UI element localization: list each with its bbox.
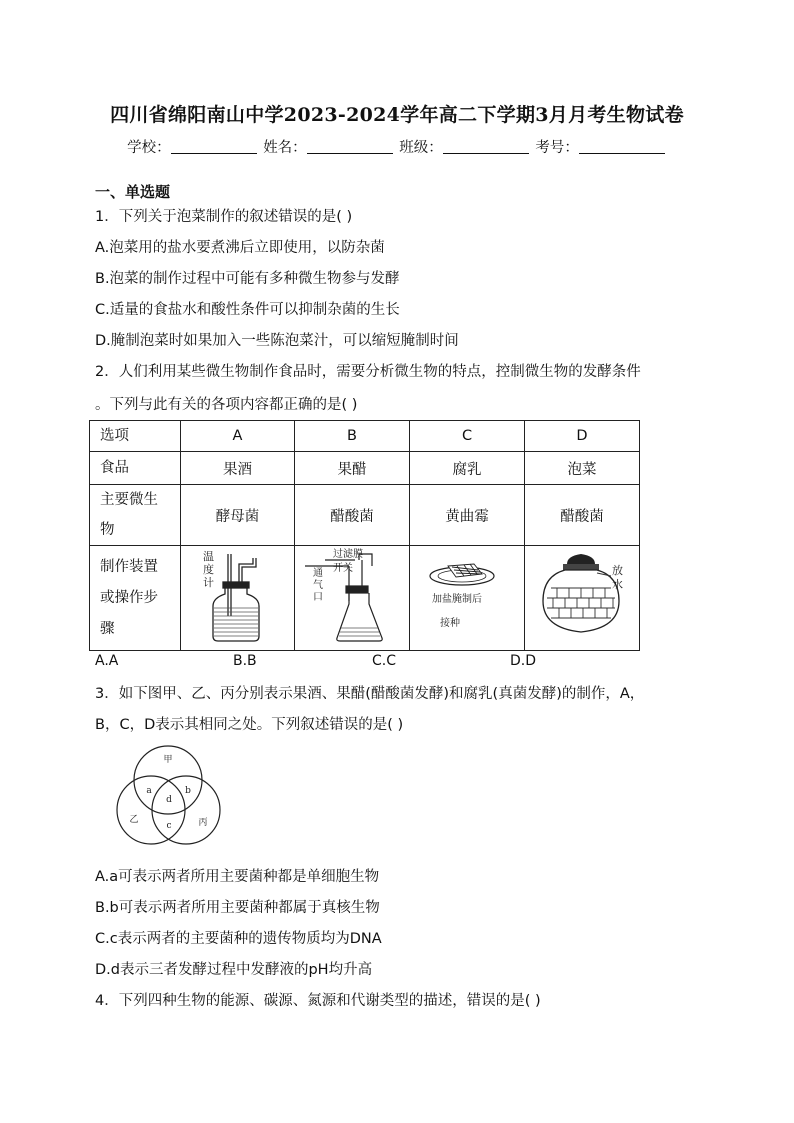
table-cell	[525, 546, 640, 651]
venn-region-c: c	[166, 821, 172, 831]
add-water-label-char: 放	[612, 564, 623, 577]
add-water-label-char: 水	[612, 578, 623, 591]
table-cell: A	[181, 421, 295, 452]
venn-region-b: b	[185, 786, 191, 796]
air-inlet-label-char: 口	[313, 592, 323, 603]
row-label-line: 主要微生	[100, 492, 158, 508]
inoculate-label: 接种	[440, 618, 460, 629]
section-title: 一、单选题	[95, 183, 171, 201]
filter-membrane-label: 过滤膜	[333, 549, 363, 560]
exam-number-blank[interactable]	[579, 139, 665, 154]
tofu-plate-figure	[412, 546, 522, 646]
table-cell: C	[410, 421, 525, 452]
name-label: 姓名：	[263, 140, 307, 156]
table-cell: 醋酸菌	[295, 485, 410, 546]
table-row-food	[90, 452, 640, 485]
q3-option-c: C.c表示两者的主要菌种的遗传物质均为DNA	[95, 931, 382, 947]
venn-region-d: d	[166, 795, 172, 805]
school-label: 学校：	[127, 140, 171, 156]
table-cell: 酵母菌	[181, 485, 295, 546]
table-cell: 食品	[90, 452, 181, 485]
q1-option-d: D.腌制泡菜时如果加入一些陈泡菜汁，可以缩短腌制时间	[95, 333, 459, 349]
row-label-line: 或操作步	[100, 589, 158, 606]
fermentation-bottle-figure	[183, 546, 293, 646]
q3-option-d: D.d表示三者发酵过程中发酵液的pH均升高	[95, 962, 373, 978]
q2-answer-b: B.B	[233, 653, 257, 669]
q2-stem-line2: 。下列与此有关的各项内容都正确的是( )	[95, 397, 358, 413]
q1-option-a: A.泡菜用的盐水要煮沸后立即使用，以防杂菌	[95, 240, 385, 256]
q2-stem-line1: 2．人们利用某些微生物制作食品时，需要分析微生物的特点，控制微生物的发酵条件	[95, 364, 641, 380]
venn-label-yi: 乙	[129, 815, 139, 825]
table-cell: 醋酸菌	[525, 485, 640, 546]
table-cell: D	[525, 421, 640, 452]
venn-region-a: a	[146, 786, 152, 796]
air-inlet-label-char: 气	[313, 580, 323, 591]
table-cell: 腐乳	[410, 452, 525, 485]
q2-answer-d: D.D	[510, 653, 537, 669]
table-row-microbe	[90, 485, 640, 546]
thermometer-label-char: 计	[202, 576, 214, 589]
q1-stem: 1．下列关于泡菜制作的叙述错误的是( )	[95, 209, 353, 225]
venn-diagram	[108, 742, 232, 848]
table-row-header	[90, 421, 640, 452]
table-cell: 黄曲霉	[410, 485, 525, 546]
exam-number-label: 考号：	[535, 140, 579, 156]
q3-option-b: B.b可表示两者所用主要菌种都属于真核生物	[95, 900, 380, 916]
q3-stem-line1: 3．如下图甲、乙、丙分别表示果酒、果醋(醋酸菌发酵)和腐乳(真菌发酵)的制作，A，	[95, 686, 645, 702]
table-cell	[90, 546, 181, 651]
name-blank[interactable]	[307, 139, 393, 154]
q2-answer-c: C.C	[372, 653, 397, 669]
table-cell: 果酒	[181, 452, 295, 485]
q2-answer-a: A.A	[95, 653, 119, 669]
air-inlet-label-char: 通	[313, 568, 323, 579]
q4-stem: 4．下列四种生物的能源、碳源、氮源和代谢类型的描述，错误的是( )	[95, 993, 541, 1009]
q2-table	[89, 420, 640, 651]
vinegar-flask-figure	[297, 546, 407, 646]
q1-option-b: B.泡菜的制作过程中可能有多种微生物参与发酵	[95, 271, 400, 287]
thermometer-label-char: 温	[202, 550, 214, 563]
row-label-line: 骤	[100, 620, 115, 637]
table-cell	[410, 546, 525, 651]
row-label-line: 制作装置	[100, 558, 158, 575]
student-info-fields	[0, 136, 794, 157]
class-label: 班级：	[399, 140, 443, 156]
salt-step-label: 加盐腌制后	[432, 594, 482, 605]
venn-label-bing: 丙	[198, 818, 208, 828]
table-cell: 选项	[90, 421, 181, 452]
table-cell: 果醋	[295, 452, 410, 485]
page-title: 四川省绵阳南山中学2023-2024学年高二下学期3月月考生物试卷	[110, 104, 684, 126]
table-row-device	[90, 546, 640, 651]
table-cell	[295, 546, 410, 651]
pickle-jar-figure	[527, 546, 637, 646]
school-blank[interactable]	[171, 139, 257, 154]
table-cell: 泡菜	[525, 452, 640, 485]
table-cell: B	[295, 421, 410, 452]
q1-option-c: C.适量的食盐水和酸性条件可以抑制杂菌的生长	[95, 302, 400, 318]
switch-label: 开关	[333, 563, 353, 574]
row-label-line: 物	[100, 522, 115, 538]
table-cell	[181, 546, 295, 651]
venn-label-jia: 甲	[163, 755, 173, 765]
q3-stem-line2: B，C，D表示其相同之处。下列叙述错误的是( )	[95, 717, 404, 733]
thermometer-label-char: 度	[202, 563, 214, 576]
class-blank[interactable]	[443, 139, 529, 154]
q3-option-a: A.a可表示两者所用主要菌种都是单细胞生物	[95, 869, 380, 885]
table-cell	[90, 485, 181, 546]
